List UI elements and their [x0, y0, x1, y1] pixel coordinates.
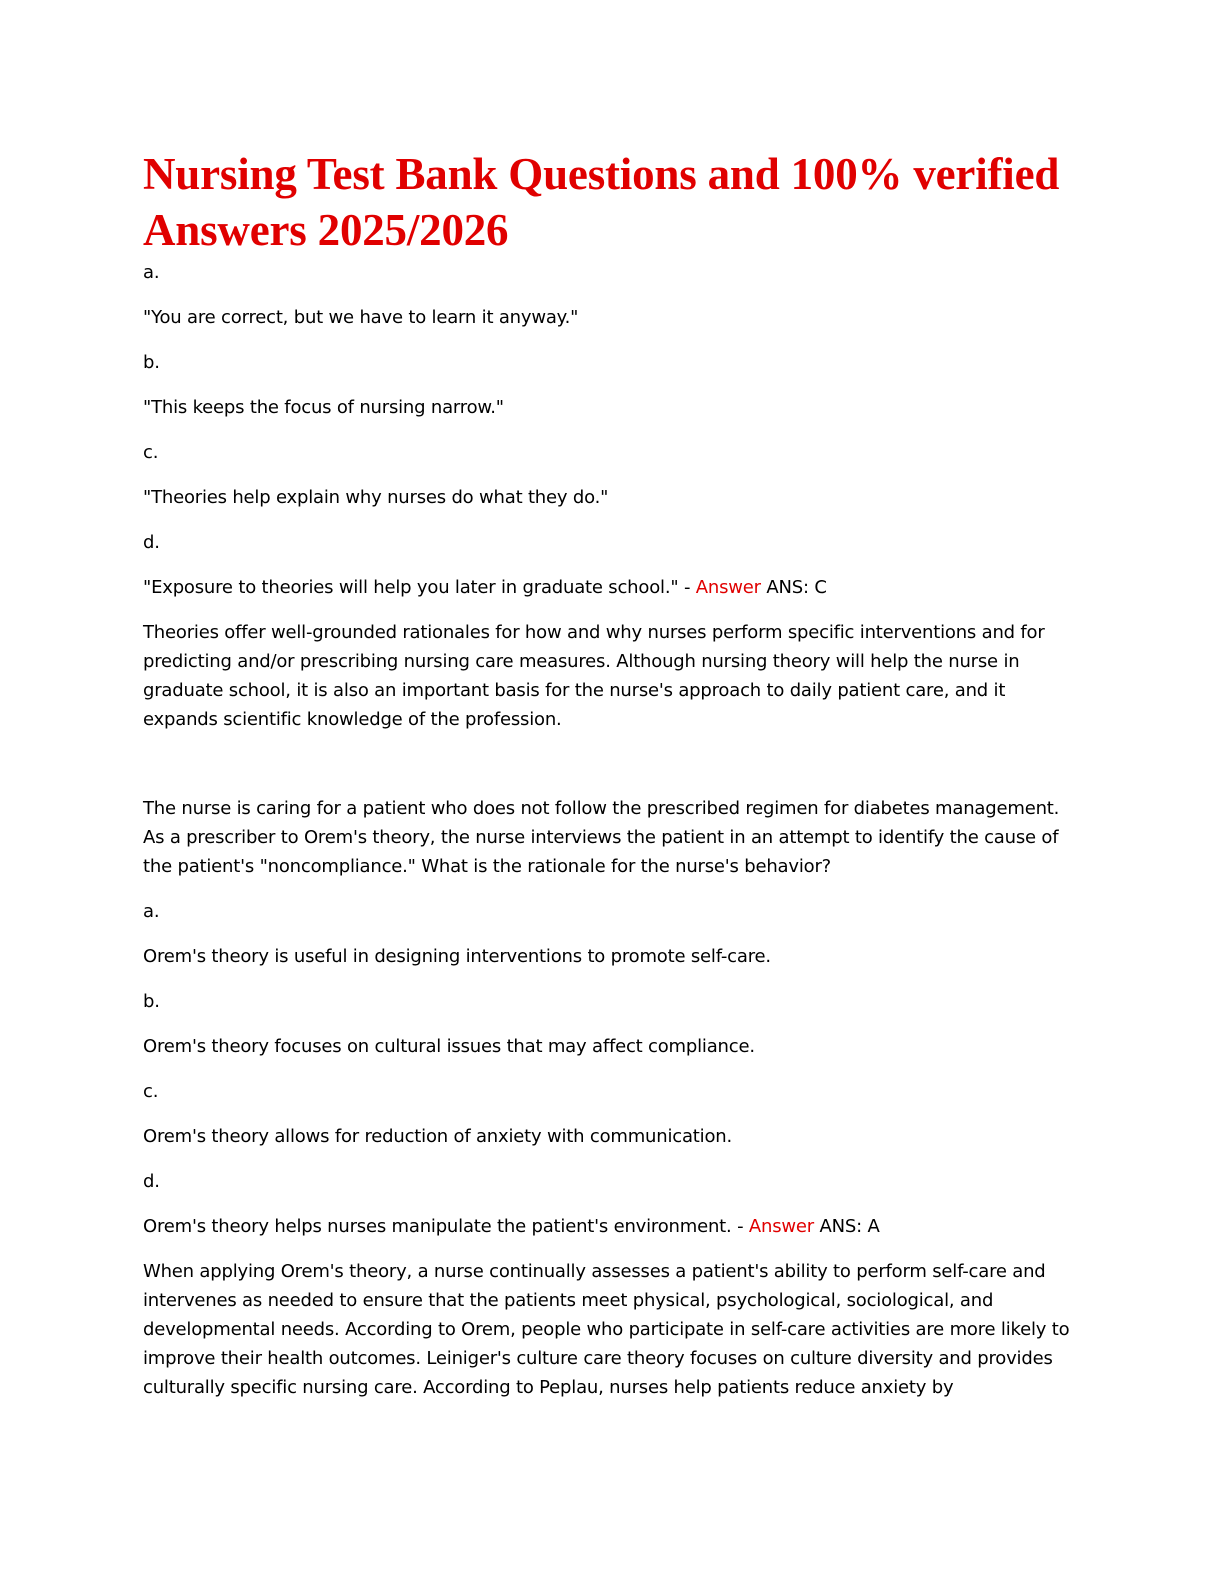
- q1-option-a-text: "You are correct, but we have to learn it anyway.": [143, 307, 579, 328]
- q1-option-d-answer-line: [143, 573, 1074, 602]
- q2-option-a-text: Orem's theory is useful in designing interventions to promote self-care.: [143, 946, 771, 967]
- q1-answer-value: ANS: C: [760, 577, 827, 598]
- q1-answer-prefix: -: [678, 577, 696, 598]
- q2-option-b-letter: b.: [143, 991, 160, 1012]
- q2-option-d-answer-line: [143, 1212, 1074, 1241]
- q2-option-d-letter: d.: [143, 1171, 160, 1192]
- q2-rationale: When applying Orem's theory, a nurse continually assesses a patient's ability to perform self-care and intervenes as needed to ensure that the patients meet physical, psychological, sociological, and developmental needs. According to Orem, people who participate in self-care activities are more likely to improve their health outcomes. Leiniger's culture care theory focuses on culture diversity and provides culturally specific nursing care. According to Peplau, nurses help patients reduce anxiety by: [143, 1261, 1070, 1398]
- q1-option-a-letter: a.: [143, 262, 160, 283]
- q1-option-b-text: "This keeps the focus of nursing narrow.": [143, 397, 504, 418]
- q2-option-c-letter: c.: [143, 1081, 159, 1102]
- q1-option-d-text: "Exposure to theories will help you later in graduate school.": [143, 577, 679, 598]
- q1-answer-label: Answer: [695, 577, 761, 598]
- q2-option-d-text: Orem's theory helps nurses manipulate the patient's environment.: [143, 1216, 732, 1237]
- q1-option-c-letter: c.: [143, 442, 159, 463]
- q1-rationale: Theories offer well-grounded rationales for how and why nurses perform specific interventions and for predicting and/or prescribing nursing care measures. Although nursing theory will help the nurse in graduate school, it is also an important basis for the nurse's approach to daily patient care, and it expands scientific knowledge of the profession.: [143, 622, 1045, 730]
- q1-option-c-text: "Theories help explain why nurses do what they do.": [143, 487, 609, 508]
- document-title: Nursing Test Bank Questions and 100% verified Answers 2025/2026: [143, 149, 1060, 255]
- q1-option-b-letter: b.: [143, 352, 160, 373]
- q2-stem: The nurse is caring for a patient who does not follow the prescribed regimen for diabetes management. As a prescriber to Orem's theory, the nurse interviews the patient in an attempt to identify the cause of the patient's "noncompliance." What is the rationale for the nurse's behavior?: [143, 798, 1060, 877]
- q2-answer-value: ANS: A: [814, 1216, 880, 1237]
- q2-option-c-text: Orem's theory allows for reduction of anxiety with communication.: [143, 1126, 733, 1147]
- q2-answer-prefix: -: [731, 1216, 749, 1237]
- q2-option-b-text: Orem's theory focuses on cultural issues that may affect compliance.: [143, 1036, 755, 1057]
- q1-option-d-letter: d.: [143, 532, 160, 553]
- q2-answer-label: Answer: [748, 1216, 815, 1237]
- q2-option-a-letter: a.: [143, 901, 160, 922]
